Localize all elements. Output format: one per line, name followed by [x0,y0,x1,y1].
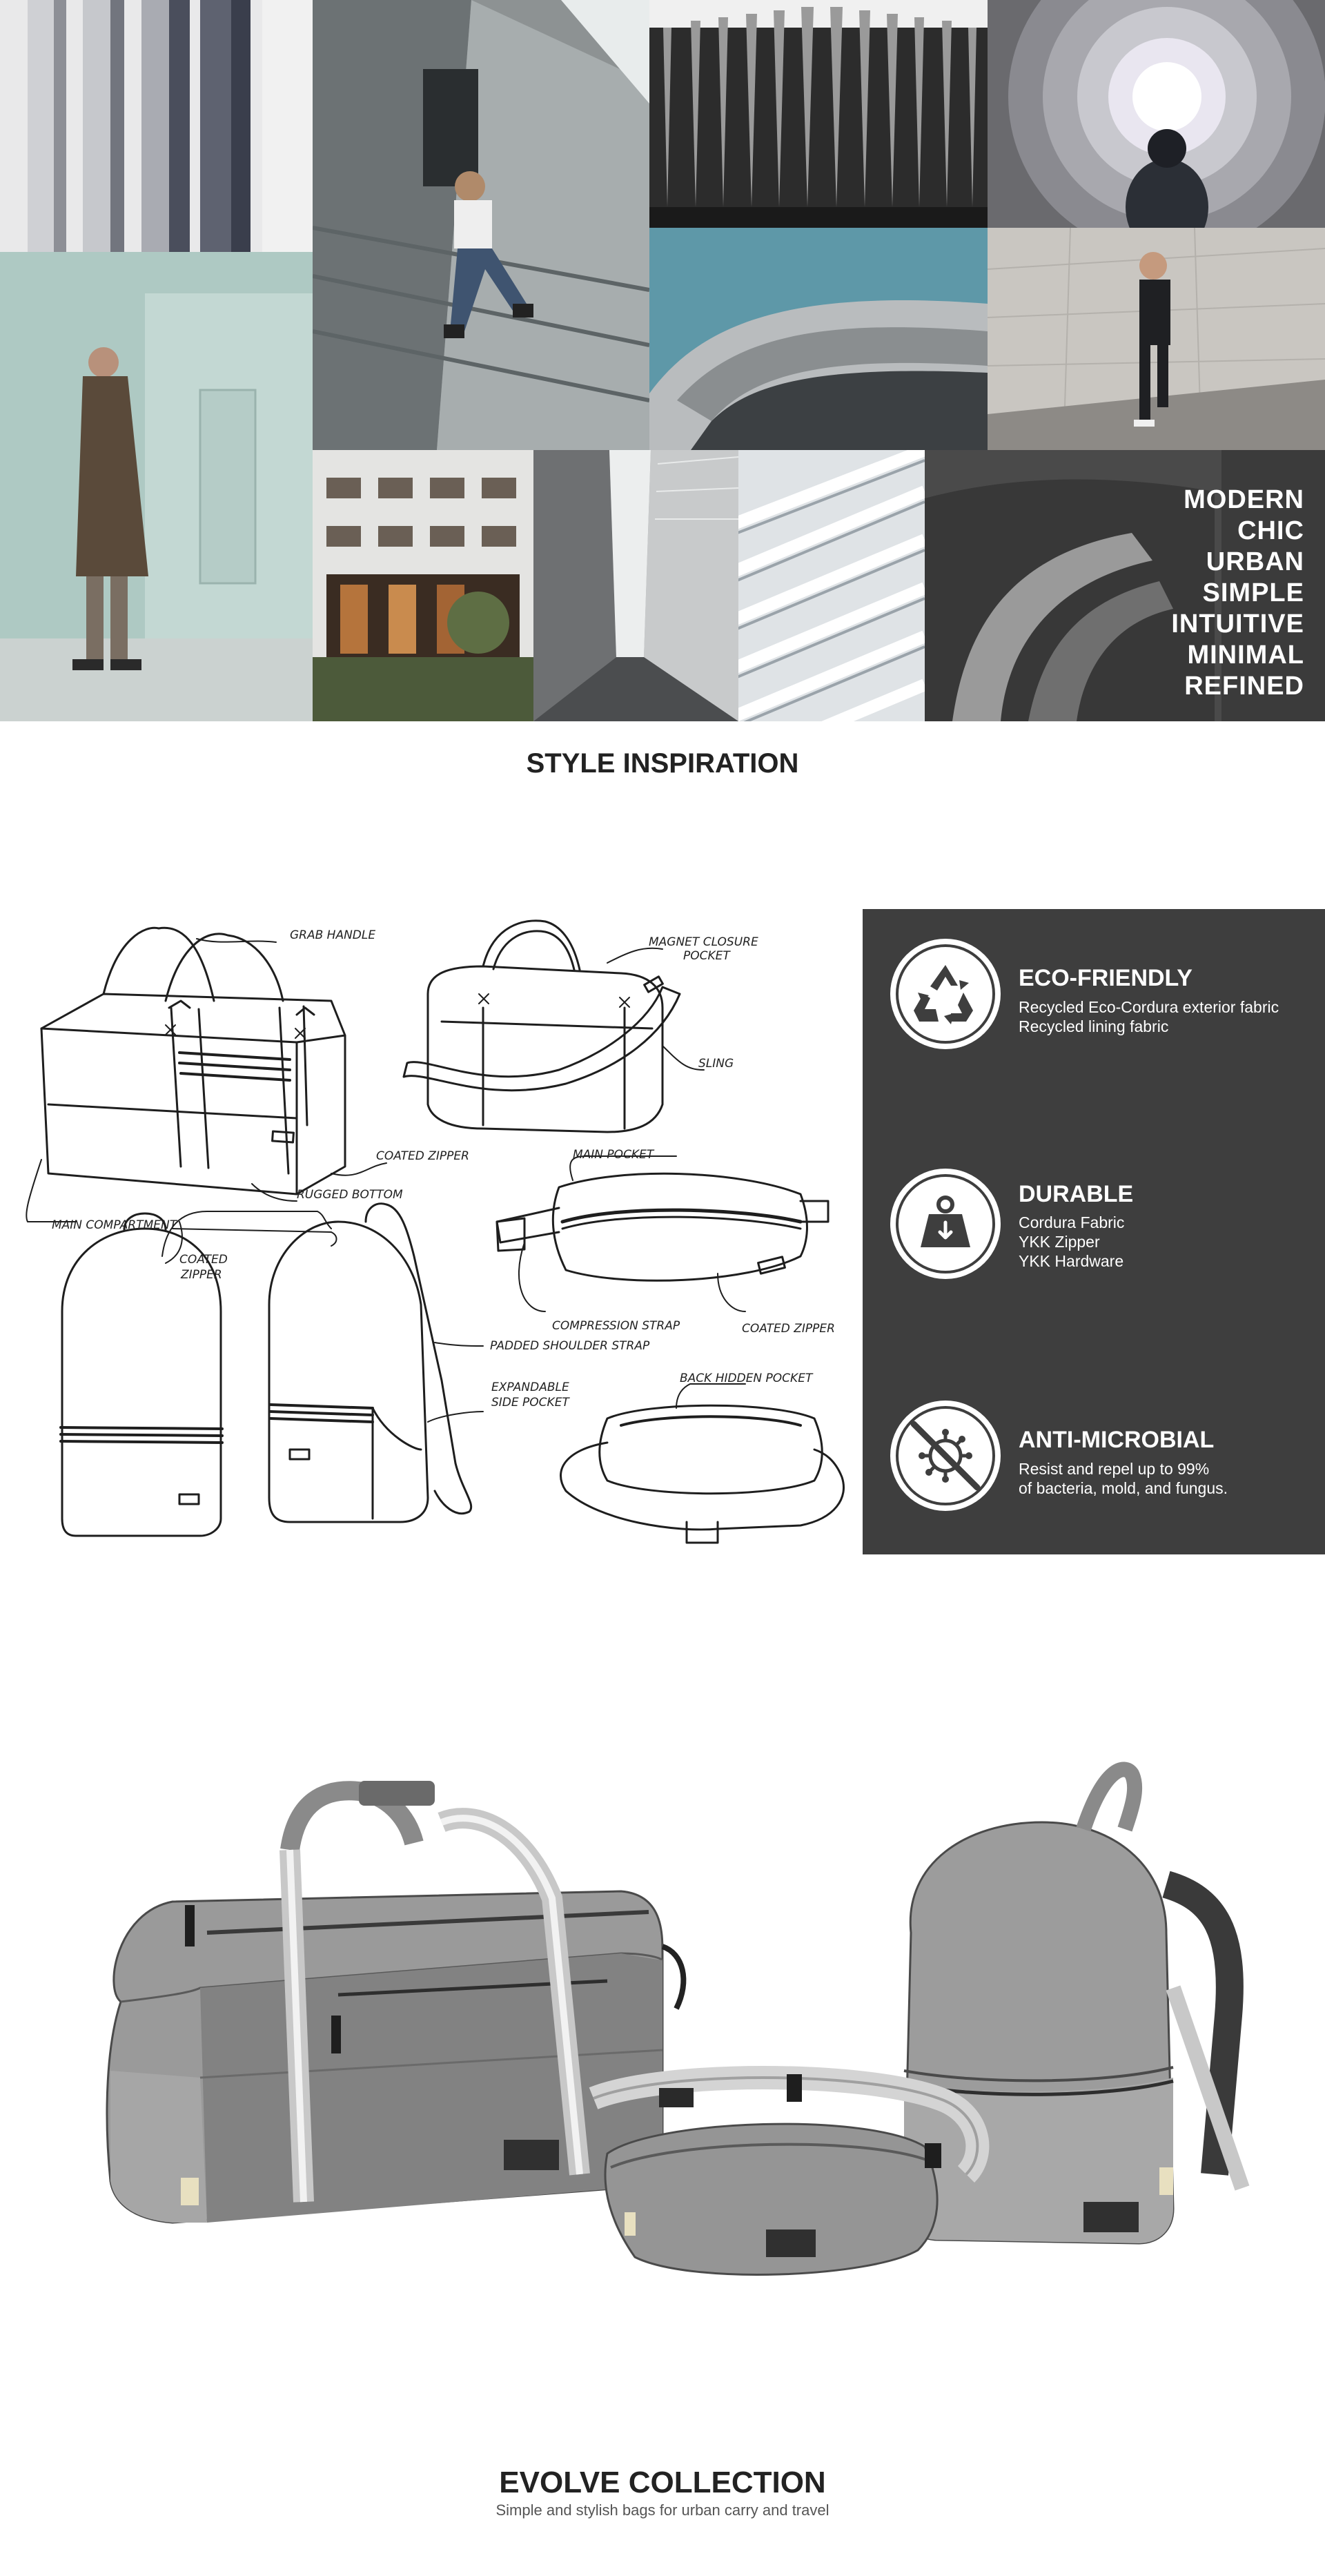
label-magnet-pocket: POCKET [683,949,730,963]
photo-man-in-trench-coat [0,252,313,721]
keyword-simple: SIMPLE [1202,578,1304,607]
photo-facade-columns [0,0,313,252]
label-expandable-line1: EXPANDABLE [491,1380,569,1394]
weight-icon [890,1169,1001,1279]
collection-subtitle: Simple and stylish bags for urban carry and travel [495,2501,830,2519]
sketch-backpack-side [269,1204,471,1522]
feature-durable-line-3: YKK Hardware [1019,1252,1124,1270]
render-duffel-bag [107,1781,683,2223]
keyword-refined: REFINED [1184,672,1304,701]
sketch-waist-bag [497,1173,828,1280]
sketch-sling-bag [404,921,680,1132]
photo-curved-building [649,228,988,450]
render-backpack [904,1769,1242,2243]
feature-title-eco: ECO-FRIENDLY [1019,965,1192,991]
sketch-waist-bag-back [561,1405,844,1543]
product-render [0,1726,1325,2450]
feature-microbial-line-1: Resist and repel up to 99% [1019,1460,1210,1478]
label-compression-strap: COMPRESSION STRAP [552,1319,680,1333]
photo-man-on-balcony [313,0,649,450]
label-grab-handle: GRAB HANDLE [290,928,376,942]
feature-title-durable: DURABLE [1019,1181,1134,1207]
photo-man-against-wall [988,228,1325,450]
label-expandable-line2: SIDE POCKET [491,1396,569,1409]
label-padded-shoulder-strap: PADDED SHOULDER STRAP [490,1339,650,1353]
technical-sketches [0,897,863,1553]
label-main-compartment: MAIN COMPARTMENT [52,1218,177,1232]
feature-title-anti-microbial: ANTI-MICROBIAL [1019,1427,1215,1453]
style-keywords [1171,485,1304,702]
label-coated-zipper-line2: ZIPPER [181,1268,222,1282]
style-inspiration-title: STYLE INSPIRATION [526,748,799,779]
feature-microbial-line-2: of bacteria, mold, and fungus. [1019,1479,1228,1497]
feature-durable-line-2: YKK Zipper [1019,1233,1100,1251]
feature-eco-line-2: Recycled lining fabric [1019,1017,1169,1035]
label-main-pocket: MAIN POCKET [573,1148,654,1162]
label-coated-zipper-waist: COATED ZIPPER [742,1322,835,1336]
feature-eco-line-1: Recycled Eco-Cordura exterior fabric [1019,998,1279,1016]
photo-office-windows [313,450,533,721]
label-magnet-closure: MAGNET CLOSURE [649,935,758,949]
keyword-urban: URBAN [1206,547,1304,576]
collection-title: EVOLVE COLLECTION [499,2466,826,2499]
keyword-chic: CHIC [1237,516,1304,545]
label-coated-zipper-line1: COATED [179,1253,228,1267]
label-coated-zipper-duffel: COATED ZIPPER [376,1149,469,1163]
recycle-icon [890,939,1001,1049]
photo-white-ribs [738,450,925,721]
keyword-modern: MODERN [1184,485,1304,514]
photo-vertical-fins [649,0,988,228]
photo-corridor [533,450,738,721]
label-rugged-bottom: RUGGED BOTTOM [297,1188,403,1202]
keyword-intuitive: INTUITIVE [1171,609,1304,638]
sketch-duffel-bag [41,928,345,1194]
feature-durable-line-1: Cordura Fabric [1019,1213,1125,1231]
photo-spiral-tunnel [988,0,1325,228]
keyword-minimal: MINIMAL [1187,641,1304,670]
no-germ-icon [890,1401,1001,1511]
features-panel [863,909,1325,1554]
label-sling: SLING [698,1057,734,1071]
label-back-hidden-pocket: BACK HIDDEN POCKET [680,1372,813,1385]
